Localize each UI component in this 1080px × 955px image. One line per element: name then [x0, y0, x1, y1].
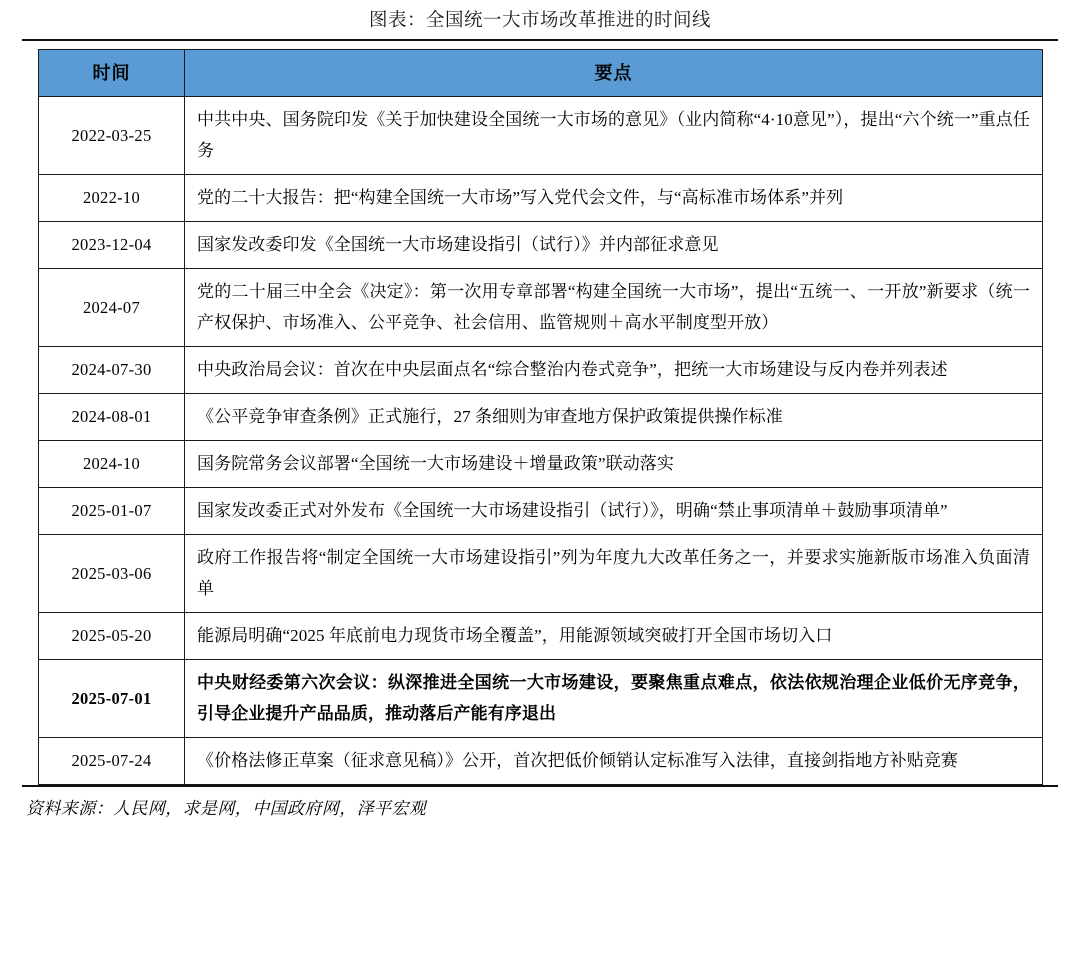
cell-time: 2024-10: [39, 441, 185, 488]
cell-time: 2022-03-25: [39, 97, 185, 175]
cell-time: 2024-07-30: [39, 347, 185, 394]
cell-point: 国务院常务会议部署“全国统一大市场建设＋增量政策”联动落实: [185, 441, 1043, 488]
table-body: [39, 97, 1043, 785]
table-row: [39, 97, 1043, 175]
timeline-table: [38, 49, 1043, 785]
cell-time: 2025-01-07: [39, 488, 185, 535]
cell-point: 《价格法修正草案（征求意见稿）》公开，首次把低价倾销认定标准写入法律，直接剑指地方补贴竞赛: [185, 738, 1043, 785]
table-row: [39, 175, 1043, 222]
cell-time: 2024-08-01: [39, 394, 185, 441]
cell-time: 2025-03-06: [39, 535, 185, 613]
table-row: [39, 394, 1043, 441]
cell-point: 政府工作报告将“制定全国统一大市场建设指引”列为年度九大改革任务之一，并要求实施新版市场准入负面清单: [185, 535, 1043, 613]
cell-point: 中央财经委第六次会议：纵深推进全国统一大市场建设，要聚焦重点难点，依法依规治理企业低价无序竞争，引导企业提升产品品质，推动落后产能有序退出: [185, 660, 1043, 738]
table-row: [39, 269, 1043, 347]
cell-point: 中共中央、国务院印发《关于加快建设全国统一大市场的意见》（业内简称“4·10意见”），提出“六个统一”重点任务: [185, 97, 1043, 175]
column-header-point: 要点: [185, 50, 1043, 97]
cell-point: 党的二十届三中全会《决定》：第一次用专章部署“构建全国统一大市场”，提出“五统一、一开放”新要求（统一产权保护、市场准入、公平竞争、社会信用、监管规则＋高水平制度型开放）: [185, 269, 1043, 347]
table-row: [39, 613, 1043, 660]
table-row: [39, 660, 1043, 738]
cell-time: 2023-12-04: [39, 222, 185, 269]
table-row: [39, 441, 1043, 488]
table-row: [39, 738, 1043, 785]
cell-point: 国家发改委印发《全国统一大市场建设指引（试行）》并内部征求意见: [185, 222, 1043, 269]
table-header-row: [39, 50, 1043, 97]
cell-point: 《公平竞争审查条例》正式施行，27 条细则为审查地方保护政策提供操作标准: [185, 394, 1043, 441]
source-note: 资料来源：人民网，求是网，中国政府网，泽平宏观: [26, 799, 427, 818]
cell-time: 2025-07-24: [39, 738, 185, 785]
cell-time: 2025-05-20: [39, 613, 185, 660]
table-row: [39, 222, 1043, 269]
timeline-table-container: [38, 49, 1042, 785]
table-header: [39, 50, 1043, 97]
table-row: [39, 488, 1043, 535]
cell-point: 能源局明确“2025 年底前电力现货市场全覆盖”，用能源领域突破打开全国市场切入口: [185, 613, 1043, 660]
cell-point: 国家发改委正式对外发布《全国统一大市场建设指引（试行）》，明确“禁止事项清单＋鼓励事项清单”: [185, 488, 1043, 535]
cell-point: 中央政治局会议：首次在中央层面点名“综合整治内卷式竞争”，把统一大市场建设与反内卷并列表述: [185, 347, 1043, 394]
cell-time: 2022-10: [39, 175, 185, 222]
cell-time: 2025-07-01: [39, 660, 185, 738]
column-header-time: 时间: [39, 50, 185, 97]
cell-point: 党的二十大报告：把“构建全国统一大市场”写入党代会文件，与“高标准市场体系”并列: [185, 175, 1043, 222]
table-row: [39, 535, 1043, 613]
source-divider: [22, 785, 1058, 787]
title-divider: [22, 39, 1058, 41]
cell-time: 2024-07: [39, 269, 185, 347]
table-row: [39, 347, 1043, 394]
page-title: 图表：全国统一大市场改革推进的时间线: [368, 11, 711, 31]
